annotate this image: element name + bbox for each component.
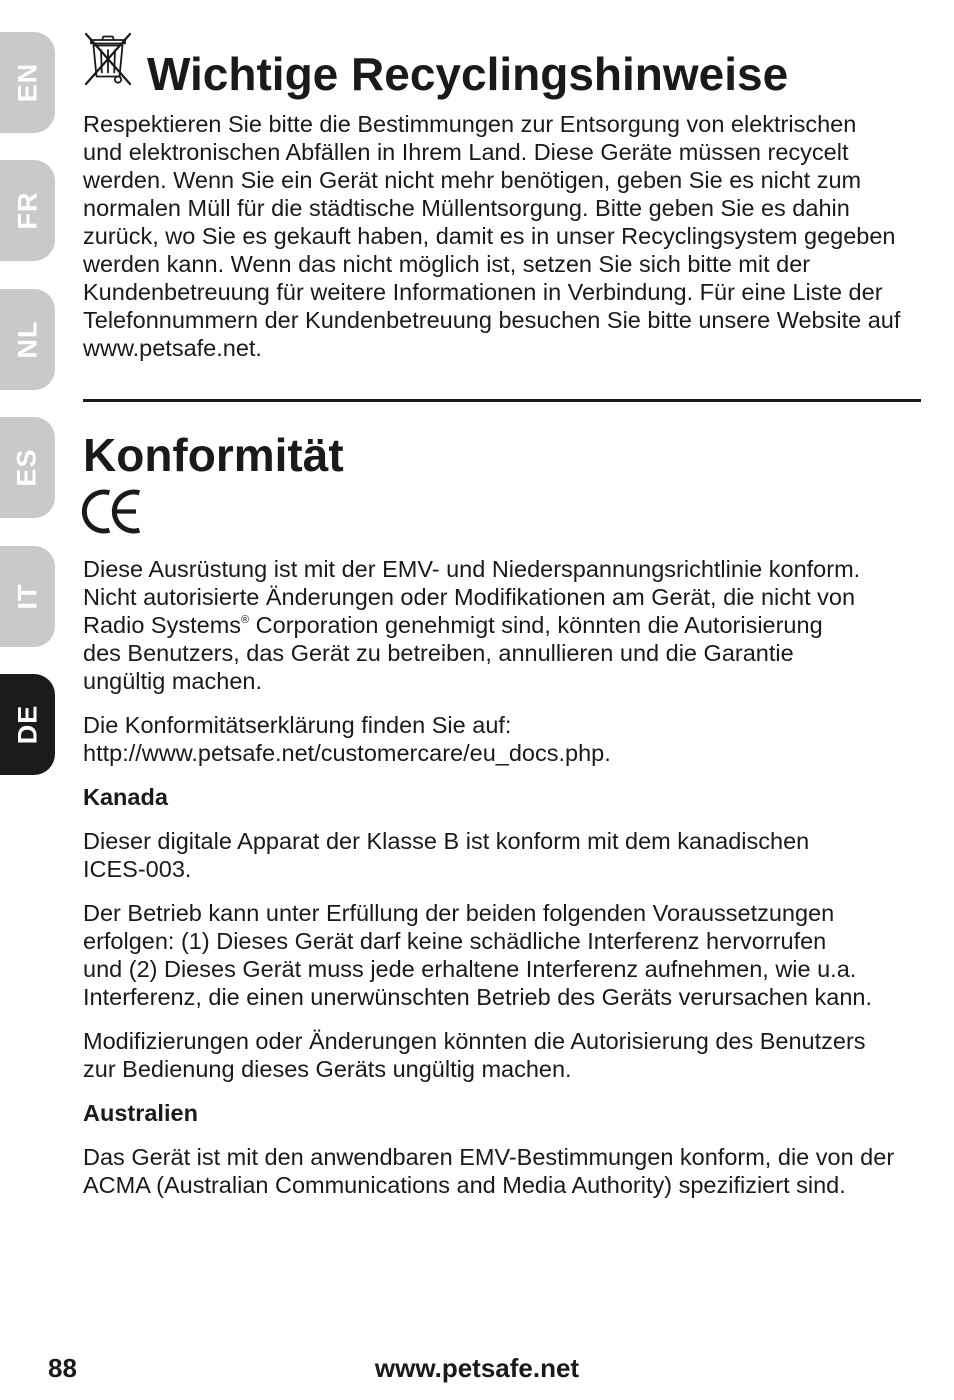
language-tab-it <box>0 546 55 647</box>
text-line: zurück, wo Sie es gekauft haben, damit es in unser Recyclingsystem gegeben <box>83 223 896 249</box>
text-line: Australien <box>83 1100 198 1126</box>
text-line: Die Konformitätserklärung finden Sie auf: <box>83 712 512 738</box>
text-line: Interferenz, die einen unerwünschten Betrieb des Geräts verursachen kann. <box>83 984 873 1010</box>
paragraph <box>83 899 894 1011</box>
text-line: und (2) Dieses Gerät muss jede erhaltene Interferenz aufnehmen, wie u.a. <box>83 956 857 982</box>
text-line: Modifizierungen oder Änderungen könnten die Autorisierung des Benutzers <box>83 1028 866 1054</box>
text-line: Dieser digitale Apparat der Klasse B ist konform mit dem kanadischen <box>83 828 810 854</box>
text-line: Der Betrieb kann unter Erfüllung der beiden folgenden Voraussetzungen <box>83 900 835 926</box>
text-line: normalen Müll für die städtische Müllentsorgung. Bitte geben Sie es dahin <box>83 195 850 221</box>
language-tab-en <box>0 32 55 133</box>
conformity-content <box>83 555 894 1215</box>
conformity-title: Konformität <box>83 429 344 481</box>
text-line: Respektieren Sie bitte die Bestimmungen zur Entsorgung von elektrischen <box>83 111 857 137</box>
language-tab-fr <box>0 160 55 261</box>
text-line: ICES-003. <box>83 856 192 882</box>
text-line: Kundenbetreuung für weitere Informationen in Verbindung. Für eine Liste der <box>83 279 883 305</box>
language-tab-label: FR <box>12 191 42 230</box>
text-line: und elektronischen Abfällen in Ihrem Land. Diese Geräte müssen recycelt <box>83 139 849 165</box>
language-tab-es <box>0 417 55 518</box>
recycling-paragraph <box>83 110 900 362</box>
crossed-out-wheelie-bin-icon <box>82 31 134 87</box>
text-line: ACMA (Australian Communications and Media Authority) spezifiziert sind. <box>83 1172 846 1198</box>
paragraph <box>83 1027 894 1083</box>
paragraph <box>83 711 894 767</box>
text-line: Nicht autorisierte Änderungen oder Modifikationen am Gerät, die nicht von <box>83 584 856 610</box>
section-subheading <box>83 1099 894 1127</box>
paragraph <box>83 827 894 883</box>
section-subheading <box>83 783 894 811</box>
language-tab-label: NL <box>12 320 42 359</box>
paragraph <box>83 555 894 695</box>
text-line: werden. Wenn Sie ein Gerät nicht mehr benötigen, geben Sie es nicht zum <box>83 167 862 193</box>
text-line: Kanada <box>83 784 168 810</box>
section-divider <box>83 399 921 402</box>
footer-url: www.petsafe.net <box>374 1353 580 1383</box>
text-line: Diese Ausrüstung ist mit der EMV- und Niederspannungsrichtlinie konform. <box>83 556 861 582</box>
language-tab-nl <box>0 289 55 390</box>
ce-mark-icon <box>82 489 144 535</box>
text-line: Das Gerät ist mit den anwendbaren EMV-Bestimmungen konform, die von der <box>83 1144 895 1170</box>
language-tab-label: IT <box>12 583 42 610</box>
text-line: http://www.petsafe.net/customercare/eu_docs.php. <box>83 740 611 766</box>
text-line: zur Bedienung dieses Geräts ungültig machen. <box>83 1056 572 1082</box>
language-tab-label: EN <box>11 62 42 103</box>
text-line: Radio Systems® Corporation genehmigt sind, könnten die Autorisierung <box>83 612 823 638</box>
language-tab-label: ES <box>12 448 42 487</box>
text-line: erfolgen: (1) Dieses Gerät darf keine schädliche Interferenz hervorrufen <box>83 928 827 954</box>
registered-mark: ® <box>241 614 250 626</box>
language-tab-label: DE <box>11 704 42 745</box>
text-line: werden kann. Wenn das nicht möglich ist, setzen Sie sich bitte mit der <box>83 251 811 277</box>
recycling-title: Wichtige Recyclingshinweise <box>147 48 789 100</box>
text-line: ungültig machen. <box>83 668 262 694</box>
text-line: www.petsafe.net. <box>83 335 262 361</box>
text-line: Telefonnummern der Kundenbetreuung besuchen Sie bitte unsere Website auf <box>83 307 901 333</box>
text-line: des Benutzers, das Gerät zu betreiben, annullieren und die Garantie <box>83 640 794 666</box>
page-number: 88 <box>48 1353 77 1383</box>
paragraph <box>83 1143 894 1199</box>
language-tab-de <box>0 674 55 775</box>
